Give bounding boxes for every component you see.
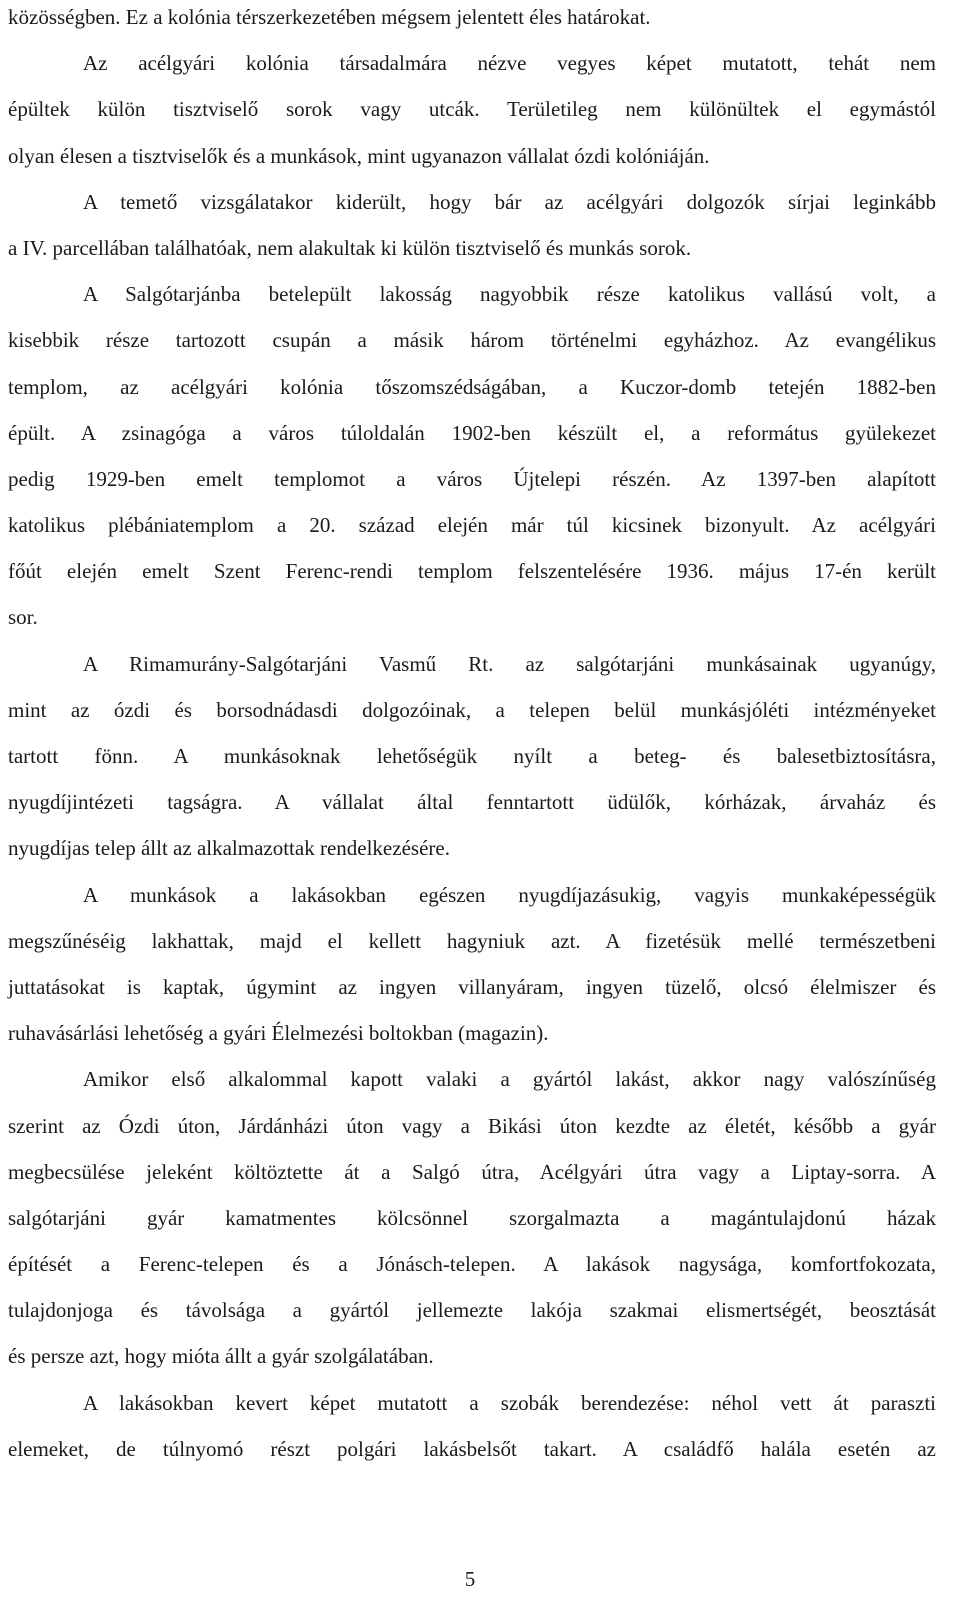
- text-line: elemeket, de túlnyomó részt polgári lakásbelsőt takart. A családfő halála esetén az: [8, 1436, 936, 1461]
- text-line: és persze azt, hogy mióta állt a gyár szolgálatában.: [8, 1344, 434, 1369]
- text-line: A lakásokban kevert képet mutatott a szobák berendezése: néhol vett át paraszti: [83, 1390, 936, 1415]
- text-line: megbecsülése jeleként költöztette át a Salgó útra, Acélgyári útra vagy a Liptay-sorra. A: [8, 1159, 936, 1184]
- text-line: A Rimamurány-Salgótarjáni Vasmű Rt. az salgótarjáni munkásainak ugyanúgy,: [83, 651, 936, 676]
- text-line: nyugdíjas telep állt az alkalmazottak rendelkezésére.: [8, 836, 450, 861]
- text-line: katolikus plébániatemplom a 20. század elején már túl kicsinek bizonyult. Az acélgyári: [8, 513, 936, 538]
- text-line: a IV. parcellában találhatóak, nem alakultak ki külön tisztviselő és munkás sorok.: [8, 235, 692, 260]
- text-line: közösségben. Ez a kolónia térszerkezetében mégsem jelentett éles határokat.: [8, 5, 651, 29]
- text-line: mint az ózdi és borsodnádasdi dolgozóinak, a telepen belül munkásjóléti intézményeket: [8, 697, 936, 722]
- text-line: salgótarjáni gyár kamatmentes kölcsönnel szorgalmazta a magántulajdonú házak: [8, 1205, 936, 1230]
- text-line: A Salgótarjánba betelepült lakosság nagyobbik része katolikus vallású volt, a: [83, 282, 936, 307]
- text-line: A munkások a lakásokban egészen nyugdíjazásukig, vagyis munkaképességük: [83, 882, 936, 907]
- text-line: szerint az Ózdi úton, Járdánházi úton vagy a Bikási úton kezdte az életét, később a gyár: [8, 1113, 936, 1138]
- text-line: kisebbik része tartozott csupán a másik három történelmi egyházhoz. Az evangélikus: [8, 328, 936, 353]
- text-line: nyugdíjintézeti tagságra. A vállalat által fenntartott üdülők, kórházak, árvaház és: [8, 790, 936, 815]
- text-line: Az acélgyári kolónia társadalmára nézve vegyes képet mutatott, tehát nem: [83, 51, 936, 76]
- text-line: juttatásokat is kaptak, úgymint az ingyen villanyáram, ingyen tüzelő, olcsó élelmiszer és: [8, 974, 936, 999]
- text-line: tulajdonjoga és távolsága a gyártól jellemezte lakója szakmai elismertségét, beosztását: [8, 1298, 936, 1323]
- text-line: épültek külön tisztviselő sorok vagy utcák. Területileg nem különültek el egymástól: [8, 97, 936, 122]
- text-line: A temető vizsgálatakor kiderült, hogy bár az acélgyári dolgozók sírjai leginkább: [83, 189, 936, 214]
- text-line: főút elején emelt Szent Ferenc-rendi templom felszentelésére 1936. május 17-én került: [8, 559, 936, 584]
- text-line: ruhavásárlási lehetőség a gyári Élelmezési boltokban (magazin).: [8, 1021, 549, 1046]
- text-line: építését a Ferenc-telepen és a Jónásch-telepen. A lakások nagysága, komfortfokozata,: [8, 1252, 936, 1277]
- page-number: 5: [464, 1567, 476, 1591]
- text-line: megszűnéséig lakhattak, majd el kellett hagyniuk azt. A fizetésük mellé természetbeni: [8, 928, 936, 953]
- text-line: pedig 1929-ben emelt templomot a város Újtelepi részén. Az 1397-ben alapított: [8, 466, 936, 491]
- body-text: [8, 2, 936, 1480]
- text-line: Amikor első alkalommal kapott valaki a gyártól lakást, akkor nagy valószínűség: [83, 1067, 936, 1092]
- text-line: templom, az acélgyári kolónia tőszomszédságában, a Kuczor-domb tetején 1882-ben: [8, 374, 936, 399]
- text-line: olyan élesen a tisztviselők és a munkások, mint ugyanazon vállalat ózdi kolóniáján.: [8, 143, 710, 168]
- text-line: épült. A zsinagóga a város túloldalán 1902-ben készült el, a református gyülekezet: [8, 420, 936, 445]
- text-line: tartott fönn. A munkásoknak lehetőségük nyílt a beteg- és balesetbiztosításra,: [8, 744, 936, 768]
- text-line: sor.: [8, 605, 38, 630]
